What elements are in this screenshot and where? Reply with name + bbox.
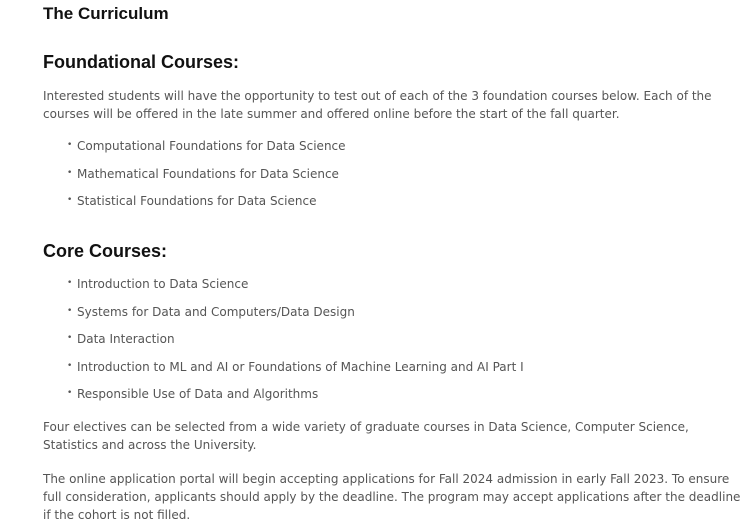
list-item: • Data Interaction — [67, 330, 524, 348]
list-item: • Introduction to Data Science — [67, 275, 524, 293]
application-paragraph: The online application portal will begin accepting applications for Fall 2024 admission in early Fall 2023. To ensure full consideration, applicants should apply by the deadline. The program may accept applications after the deadline if the cohort is not filled. — [43, 472, 741, 522]
foundational-course-list — [67, 137, 346, 220]
list-item: • Introduction to ML and AI or Foundations of Machine Learning and AI Part I — [67, 358, 524, 376]
list-item: • Computational Foundations for Data Science — [67, 137, 346, 155]
list-item: • Systems for Data and Computers/Data Design — [67, 303, 524, 321]
core-heading: Core Courses: — [43, 241, 168, 261]
electives-paragraph: Four electives can be selected from a wide variety of graduate courses in Data Science, Computer Science, Statistics and across the University. — [43, 420, 689, 452]
list-item: • Statistical Foundations for Data Science — [67, 192, 346, 210]
list-item: • Mathematical Foundations for Data Science — [67, 165, 346, 183]
foundational-intro: Interested students will have the opportunity to test out of each of the 3 foundation courses below. Each of the courses will be offered in the late summer and offered online before the start of the fall quarter. — [43, 89, 712, 121]
page-title: The Curriculum — [43, 4, 169, 23]
list-item: • Responsible Use of Data and Algorithms — [67, 385, 524, 403]
foundational-heading: Foundational Courses: — [43, 52, 240, 72]
core-course-list — [67, 275, 524, 413]
